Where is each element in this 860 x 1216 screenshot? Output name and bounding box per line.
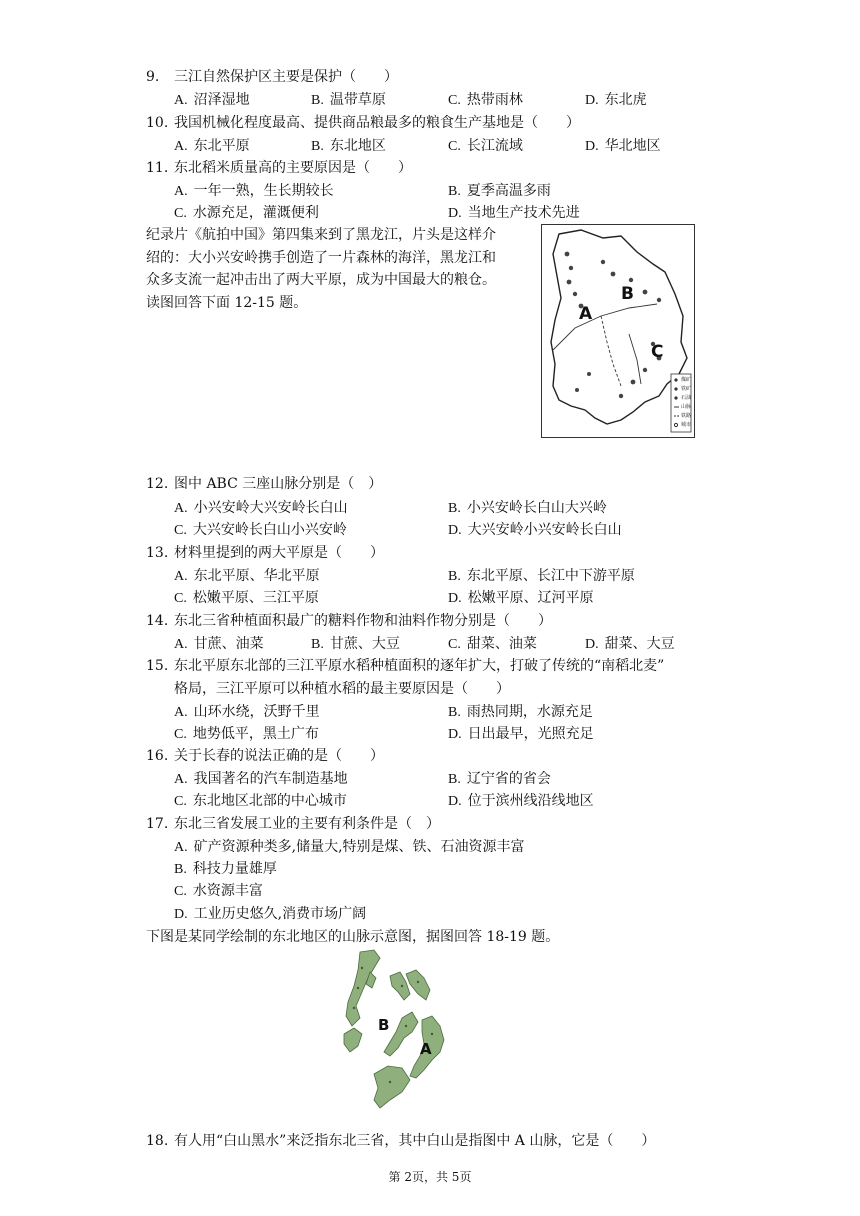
option-c: C. 热带雨林 <box>448 92 523 108</box>
passage-line: 绍的：大小兴安岭携手创造了一片森林的海洋，黑龙江和 <box>146 249 496 266</box>
option-d: D. 松嫩平原、辽河平原 <box>448 590 594 606</box>
question-17 <box>146 813 440 833</box>
option-a: A. 小兴安岭大兴安岭长白山 <box>174 500 348 516</box>
mountain-label-b: B <box>378 1016 390 1034</box>
question-number: 16. <box>146 748 169 764</box>
question-11 <box>146 157 412 177</box>
question-text: 东北平原东北部的三江平原水稻种植面积的逐年扩大，打破了传统的“南稻北麦” <box>174 658 665 674</box>
question-number: 15. <box>146 658 169 674</box>
option-d: D. 大兴安岭小兴安岭长白山 <box>448 522 622 538</box>
option-b: B. 雨热同期，水源充足 <box>448 704 593 720</box>
northeast-china-map <box>541 224 695 438</box>
question-14 <box>146 610 552 630</box>
page-footer: 第 2页，共 5页 <box>388 1170 472 1184</box>
question-number: 9. <box>146 69 160 85</box>
question-number: 11. <box>146 160 169 176</box>
option-c: C. 长江流域 <box>448 138 523 154</box>
option-b: B. 夏季高温多雨 <box>448 183 551 199</box>
option-a: A. 甘蔗、油菜 <box>174 636 264 652</box>
reading-passage <box>146 224 531 314</box>
option-b: B. 辽宁省的省会 <box>448 771 551 787</box>
mountain-graphic <box>340 948 470 1112</box>
question-text: 我国机械化程度最高、提供商品粮最多的粮食生产基地是（ ） <box>174 115 580 131</box>
option-c: C. 地势低平，黑土广布 <box>174 726 319 742</box>
passage-line: 读图回答下面 12-15 题。 <box>146 294 308 311</box>
option-d: D. 日出最早，光照充足 <box>448 726 594 742</box>
question-15 <box>146 655 664 675</box>
map-graphic <box>541 224 695 438</box>
question-number: 18. <box>146 1133 169 1149</box>
option-d: D. 位于滨州线沿线地区 <box>448 793 594 809</box>
question-number: 10. <box>146 115 169 131</box>
question-number: 13. <box>146 545 169 561</box>
option-a: A. 山环水绕，沃野千里 <box>174 704 320 720</box>
question-13 <box>146 542 384 562</box>
question-9 <box>146 66 398 86</box>
map-legend-text: 煤矿 铁矿 石油 山脉 铁路 城市 <box>681 377 692 428</box>
question-text: 东北稻米质量高的主要原因是（ ） <box>174 160 412 176</box>
question-15-continued: 格局，三江平原可以种植水稻的最主要原因是（ ） <box>174 681 510 697</box>
option-b: B. 小兴安岭长白山大兴岭 <box>448 500 607 516</box>
option-c: C. 甜菜、油菜 <box>448 636 537 652</box>
question-16 <box>146 745 384 765</box>
question-10 <box>146 112 580 132</box>
mountain-sketch-map <box>340 948 470 1112</box>
question-text: 有人用“白山黑水”来泛指东北三省，其中白山是指图中 A 山脉，它是（ ） <box>174 1133 656 1149</box>
map-label-b: B <box>621 284 634 304</box>
option-a: A. 东北平原 <box>174 138 250 154</box>
option-c: C. 水源充足，灌溉便利 <box>174 205 319 221</box>
question-text: 材料里提到的两大平原是（ ） <box>174 545 384 561</box>
question-text: 三江自然保护区主要是保护（ ） <box>174 69 398 85</box>
option-d: D. 甜菜、大豆 <box>585 636 675 652</box>
passage-line: 纪录片《航拍中国》第四集来到了黑龙江，片头是这样介 <box>146 227 496 243</box>
question-text: 东北三省发展工业的主要有利条件是（ ） <box>174 816 440 832</box>
option-d: D. 华北地区 <box>585 138 661 154</box>
question-text: 东北三省种植面积最广的糖料作物和油料作物分别是（ ） <box>174 613 552 629</box>
option-c: C. 东北地区北部的中心城市 <box>174 793 347 809</box>
question-text: 关于长春的说法正确的是（ ） <box>174 748 384 764</box>
mountain-label-a: A <box>420 1040 432 1058</box>
option-b: B. 温带草原 <box>311 92 386 108</box>
map-label-a: A <box>579 304 593 324</box>
option-a: A. 一年一熟，生长期较长 <box>174 183 334 199</box>
passage-line: 众多支流一起冲击出了两大平原，成为中国最大的粮仓。 <box>146 272 496 288</box>
option-b: B. 科技力量雄厚 <box>174 861 277 877</box>
reading-passage-2: 下图是某同学绘制的东北地区的山脉示意图，据图回答 18-19 题。 <box>146 929 560 945</box>
question-18 <box>146 1130 655 1150</box>
option-c: C. 水资源丰富 <box>174 883 263 899</box>
option-a: A. 东北平原、华北平原 <box>174 568 320 584</box>
option-d: D. 东北虎 <box>585 92 647 108</box>
option-c: C. 松嫩平原、三江平原 <box>174 590 319 606</box>
option-d: D. 当地生产技术先进 <box>448 205 580 221</box>
option-d: D. 工业历史悠久,消费市场广阔 <box>174 906 367 922</box>
option-a: A. 我国著名的汽车制造基地 <box>174 771 348 787</box>
option-b: B. 东北平原、长江中下游平原 <box>448 568 635 584</box>
question-number: 17. <box>146 816 169 832</box>
question-text: 图中 ABC 三座山脉分别是（ ） <box>174 476 383 492</box>
option-b: B. 东北地区 <box>311 138 386 154</box>
question-number: 12. <box>146 476 169 492</box>
question-number: 14. <box>146 613 169 629</box>
question-12 <box>146 473 382 493</box>
option-a: A. 沼泽湿地 <box>174 92 250 108</box>
option-c: C. 大兴安岭长白山小兴安岭 <box>174 522 347 538</box>
option-b: B. 甘蔗、大豆 <box>311 636 400 652</box>
option-a: A. 矿产资源种类多,储量大,特别是煤、铁、石油资源丰富 <box>174 839 525 855</box>
map-label-c: C <box>651 342 664 362</box>
